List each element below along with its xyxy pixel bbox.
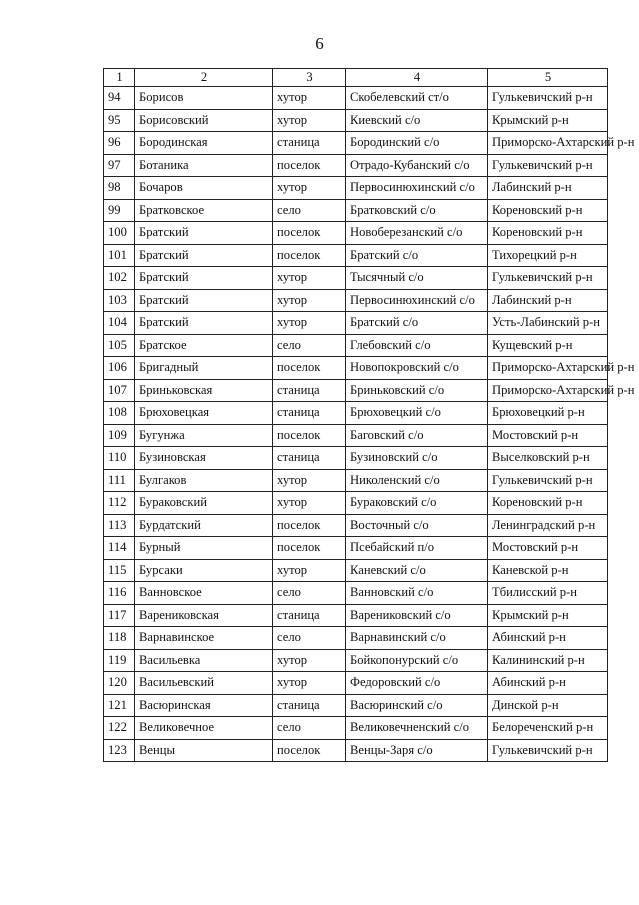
municipal-district-cell: Гулькевичский р-н xyxy=(488,154,608,177)
settlement-name-cell: Васильевский xyxy=(135,672,273,695)
column-header-4: 4 xyxy=(346,69,488,87)
settlement-type-cell: хутор xyxy=(273,312,346,335)
municipal-district-cell: Кущевский р-н xyxy=(488,334,608,357)
municipal-district-cell: Гулькевичский р-н xyxy=(488,87,608,110)
settlement-type-cell: станица xyxy=(273,402,346,425)
table-row xyxy=(104,424,608,447)
settlement-name-cell: Бурдатский xyxy=(135,514,273,537)
settlement-type-cell: станица xyxy=(273,379,346,402)
row-number-cell: 110 xyxy=(104,447,135,470)
municipal-district-cell: Абинский р-н xyxy=(488,627,608,650)
municipal-district-cell: Тихорецкий р-н xyxy=(488,244,608,267)
table-row xyxy=(104,469,608,492)
settlement-type-cell: хутор xyxy=(273,559,346,582)
settlement-type-cell: село xyxy=(273,334,346,357)
table-row xyxy=(104,559,608,582)
rural-district-cell: Братский с/о xyxy=(346,312,488,335)
settlement-name-cell: Братский xyxy=(135,222,273,245)
settlement-name-cell: Варениковская xyxy=(135,604,273,627)
settlement-type-cell: село xyxy=(273,627,346,650)
row-number-cell: 97 xyxy=(104,154,135,177)
settlement-name-cell: Ботаника xyxy=(135,154,273,177)
rural-district-cell: Венцы-Заря с/о xyxy=(346,739,488,762)
settlement-name-cell: Брюховецкая xyxy=(135,402,273,425)
row-number-cell: 109 xyxy=(104,424,135,447)
table-row xyxy=(104,289,608,312)
rural-district-cell: Скобелевский ст/о xyxy=(346,87,488,110)
row-number-cell: 117 xyxy=(104,604,135,627)
rural-district-cell: Брюховецкий с/о xyxy=(346,402,488,425)
settlement-type-cell: станица xyxy=(273,447,346,470)
rural-district-cell: Бузиновский с/о xyxy=(346,447,488,470)
municipal-district-cell: Абинский р-н xyxy=(488,672,608,695)
municipal-district-cell: Кореновский р-н xyxy=(488,222,608,245)
row-number-cell: 123 xyxy=(104,739,135,762)
table-row xyxy=(104,199,608,222)
row-number-cell: 108 xyxy=(104,402,135,425)
settlement-name-cell: Братковское xyxy=(135,199,273,222)
settlement-name-cell: Венцы xyxy=(135,739,273,762)
municipal-district-cell: Лабинский р-н xyxy=(488,289,608,312)
rural-district-cell: Николенский с/о xyxy=(346,469,488,492)
row-number-cell: 119 xyxy=(104,649,135,672)
settlement-type-cell: станица xyxy=(273,132,346,155)
row-number-cell: 104 xyxy=(104,312,135,335)
row-number-cell: 96 xyxy=(104,132,135,155)
rural-district-cell: Восточный с/о xyxy=(346,514,488,537)
table-row xyxy=(104,492,608,515)
rural-district-cell: Глебовский с/о xyxy=(346,334,488,357)
settlement-name-cell: Братский xyxy=(135,244,273,267)
settlement-name-cell: Булгаков xyxy=(135,469,273,492)
rural-district-cell: Первосинюхинский с/о xyxy=(346,177,488,200)
table-row xyxy=(104,402,608,425)
rural-district-cell: Братский с/о xyxy=(346,244,488,267)
settlement-name-cell: Васильевка xyxy=(135,649,273,672)
table-row xyxy=(104,87,608,110)
settlement-type-cell: станица xyxy=(273,604,346,627)
table-row xyxy=(104,244,608,267)
municipal-district-cell: Гулькевичский р-н xyxy=(488,267,608,290)
settlement-name-cell: Бурсаки xyxy=(135,559,273,582)
table-row xyxy=(104,649,608,672)
table-row xyxy=(104,379,608,402)
settlement-type-cell: поселок xyxy=(273,424,346,447)
municipal-district-cell: Динской р-н xyxy=(488,694,608,717)
municipal-district-cell: Усть-Лабинский р-н xyxy=(488,312,608,335)
settlement-name-cell: Варнавинское xyxy=(135,627,273,650)
municipal-district-cell: Брюховецкий р-н xyxy=(488,402,608,425)
table-row xyxy=(104,514,608,537)
row-number-cell: 112 xyxy=(104,492,135,515)
row-number-cell: 121 xyxy=(104,694,135,717)
table-row xyxy=(104,334,608,357)
rural-district-cell: Бураковский с/о xyxy=(346,492,488,515)
table-row xyxy=(104,582,608,605)
rural-district-cell: Новопокровский с/о xyxy=(346,357,488,380)
rural-district-cell: Баговский с/о xyxy=(346,424,488,447)
settlement-name-cell: Васюринская xyxy=(135,694,273,717)
rural-district-cell: Киевский с/о xyxy=(346,109,488,132)
settlement-name-cell: Бриньковская xyxy=(135,379,273,402)
rural-district-cell: Отрадо-Кубанский с/о xyxy=(346,154,488,177)
settlement-type-cell: станица xyxy=(273,694,346,717)
row-number-cell: 105 xyxy=(104,334,135,357)
row-number-cell: 115 xyxy=(104,559,135,582)
settlement-type-cell: хутор xyxy=(273,109,346,132)
settlement-type-cell: поселок xyxy=(273,739,346,762)
municipal-district-cell: Кореновский р-н xyxy=(488,492,608,515)
rural-district-cell: Федоровский с/о xyxy=(346,672,488,695)
table-header-row xyxy=(104,69,608,87)
municipal-district-cell: Каневской р-н xyxy=(488,559,608,582)
column-header-1: 1 xyxy=(104,69,135,87)
settlement-type-cell: поселок xyxy=(273,357,346,380)
settlement-name-cell: Бочаров xyxy=(135,177,273,200)
settlement-name-cell: Великовечное xyxy=(135,717,273,740)
municipal-district-cell: Мостовский р-н xyxy=(488,537,608,560)
settlement-type-cell: поселок xyxy=(273,222,346,245)
rural-district-cell: Васюринский с/о xyxy=(346,694,488,717)
settlement-name-cell: Бузиновская xyxy=(135,447,273,470)
municipal-district-cell: Приморско-Ахтарский р-н xyxy=(488,379,608,402)
table-row xyxy=(104,447,608,470)
row-number-cell: 98 xyxy=(104,177,135,200)
rural-district-cell: Ванновский с/о xyxy=(346,582,488,605)
row-number-cell: 118 xyxy=(104,627,135,650)
municipal-district-cell: Выселковский р-н xyxy=(488,447,608,470)
rural-district-cell: Бриньковский с/о xyxy=(346,379,488,402)
column-header-5: 5 xyxy=(488,69,608,87)
rural-district-cell: Тысячный с/о xyxy=(346,267,488,290)
rural-district-cell: Каневский с/о xyxy=(346,559,488,582)
table-row xyxy=(104,672,608,695)
rural-district-cell: Бойкопонурский с/о xyxy=(346,649,488,672)
rural-district-cell: Братковский с/о xyxy=(346,199,488,222)
rural-district-cell: Бородинский с/о xyxy=(346,132,488,155)
table-row xyxy=(104,739,608,762)
row-number-cell: 99 xyxy=(104,199,135,222)
municipal-district-cell: Приморско-Ахтарский р-н xyxy=(488,132,608,155)
table-row xyxy=(104,604,608,627)
settlement-type-cell: хутор xyxy=(273,87,346,110)
settlement-name-cell: Бураковский xyxy=(135,492,273,515)
municipal-district-cell: Ленинградский р-н xyxy=(488,514,608,537)
settlement-name-cell: Бурный xyxy=(135,537,273,560)
settlement-name-cell: Братский xyxy=(135,267,273,290)
table-row xyxy=(104,312,608,335)
settlement-name-cell: Братское xyxy=(135,334,273,357)
municipal-district-cell: Гулькевичский р-н xyxy=(488,739,608,762)
row-number-cell: 94 xyxy=(104,87,135,110)
municipal-district-cell: Мостовский р-н xyxy=(488,424,608,447)
table-row xyxy=(104,694,608,717)
column-header-3: 3 xyxy=(273,69,346,87)
settlement-type-cell: село xyxy=(273,199,346,222)
rural-district-cell: Великовечненский с/о xyxy=(346,717,488,740)
row-number-cell: 111 xyxy=(104,469,135,492)
table-row xyxy=(104,537,608,560)
settlement-type-cell: хутор xyxy=(273,289,346,312)
settlement-type-cell: хутор xyxy=(273,672,346,695)
row-number-cell: 116 xyxy=(104,582,135,605)
settlement-name-cell: Борисов xyxy=(135,87,273,110)
column-header-2: 2 xyxy=(135,69,273,87)
row-number-cell: 102 xyxy=(104,267,135,290)
table-row xyxy=(104,109,608,132)
rural-district-cell: Первосинюхинский с/о xyxy=(346,289,488,312)
table-row xyxy=(104,627,608,650)
row-number-cell: 95 xyxy=(104,109,135,132)
rural-district-cell: Варнавинский с/о xyxy=(346,627,488,650)
table-row xyxy=(104,154,608,177)
settlement-name-cell: Бугунжа xyxy=(135,424,273,447)
row-number-cell: 103 xyxy=(104,289,135,312)
settlement-type-cell: хутор xyxy=(273,469,346,492)
settlement-type-cell: поселок xyxy=(273,244,346,267)
settlement-type-cell: поселок xyxy=(273,154,346,177)
settlement-name-cell: Ванновское xyxy=(135,582,273,605)
settlement-type-cell: хутор xyxy=(273,492,346,515)
row-number-cell: 122 xyxy=(104,717,135,740)
row-number-cell: 120 xyxy=(104,672,135,695)
row-number-cell: 107 xyxy=(104,379,135,402)
rural-district-cell: Новоберезанский с/о xyxy=(346,222,488,245)
settlement-name-cell: Борисовский xyxy=(135,109,273,132)
settlement-type-cell: поселок xyxy=(273,537,346,560)
table-row xyxy=(104,717,608,740)
row-number-cell: 106 xyxy=(104,357,135,380)
municipal-district-cell: Приморско-Ахтарский р-н xyxy=(488,357,608,380)
settlement-name-cell: Братский xyxy=(135,312,273,335)
table-body xyxy=(104,87,635,762)
settlement-name-cell: Бригадный xyxy=(135,357,273,380)
municipal-district-cell: Калининский р-н xyxy=(488,649,608,672)
row-number-cell: 101 xyxy=(104,244,135,267)
settlement-type-cell: хутор xyxy=(273,649,346,672)
settlement-name-cell: Братский xyxy=(135,289,273,312)
table-row xyxy=(104,222,608,245)
rural-district-cell: Псебайский п/о xyxy=(346,537,488,560)
municipal-district-cell: Крымский р-н xyxy=(488,604,608,627)
municipal-district-cell: Белореченский р-н xyxy=(488,717,608,740)
settlement-name-cell: Бородинская xyxy=(135,132,273,155)
settlement-type-cell: село xyxy=(273,582,346,605)
rural-district-cell: Варениковский с/о xyxy=(346,604,488,627)
settlement-type-cell: село xyxy=(273,717,346,740)
row-number-cell: 113 xyxy=(104,514,135,537)
municipal-district-cell: Гулькевичский р-н xyxy=(488,469,608,492)
municipal-district-cell: Кореновский р-н xyxy=(488,199,608,222)
row-number-cell: 100 xyxy=(104,222,135,245)
municipal-district-cell: Тбилисский р-н xyxy=(488,582,608,605)
table-row xyxy=(104,177,608,200)
table-row xyxy=(104,132,608,155)
settlements-table xyxy=(103,68,635,762)
municipal-district-cell: Крымский р-н xyxy=(488,109,608,132)
municipal-district-cell: Лабинский р-н xyxy=(488,177,608,200)
settlement-type-cell: хутор xyxy=(273,177,346,200)
table-row xyxy=(104,267,608,290)
page-number: 6 xyxy=(315,34,324,53)
table-row xyxy=(104,357,608,380)
settlement-type-cell: хутор xyxy=(273,267,346,290)
settlement-type-cell: поселок xyxy=(273,514,346,537)
row-number-cell: 114 xyxy=(104,537,135,560)
